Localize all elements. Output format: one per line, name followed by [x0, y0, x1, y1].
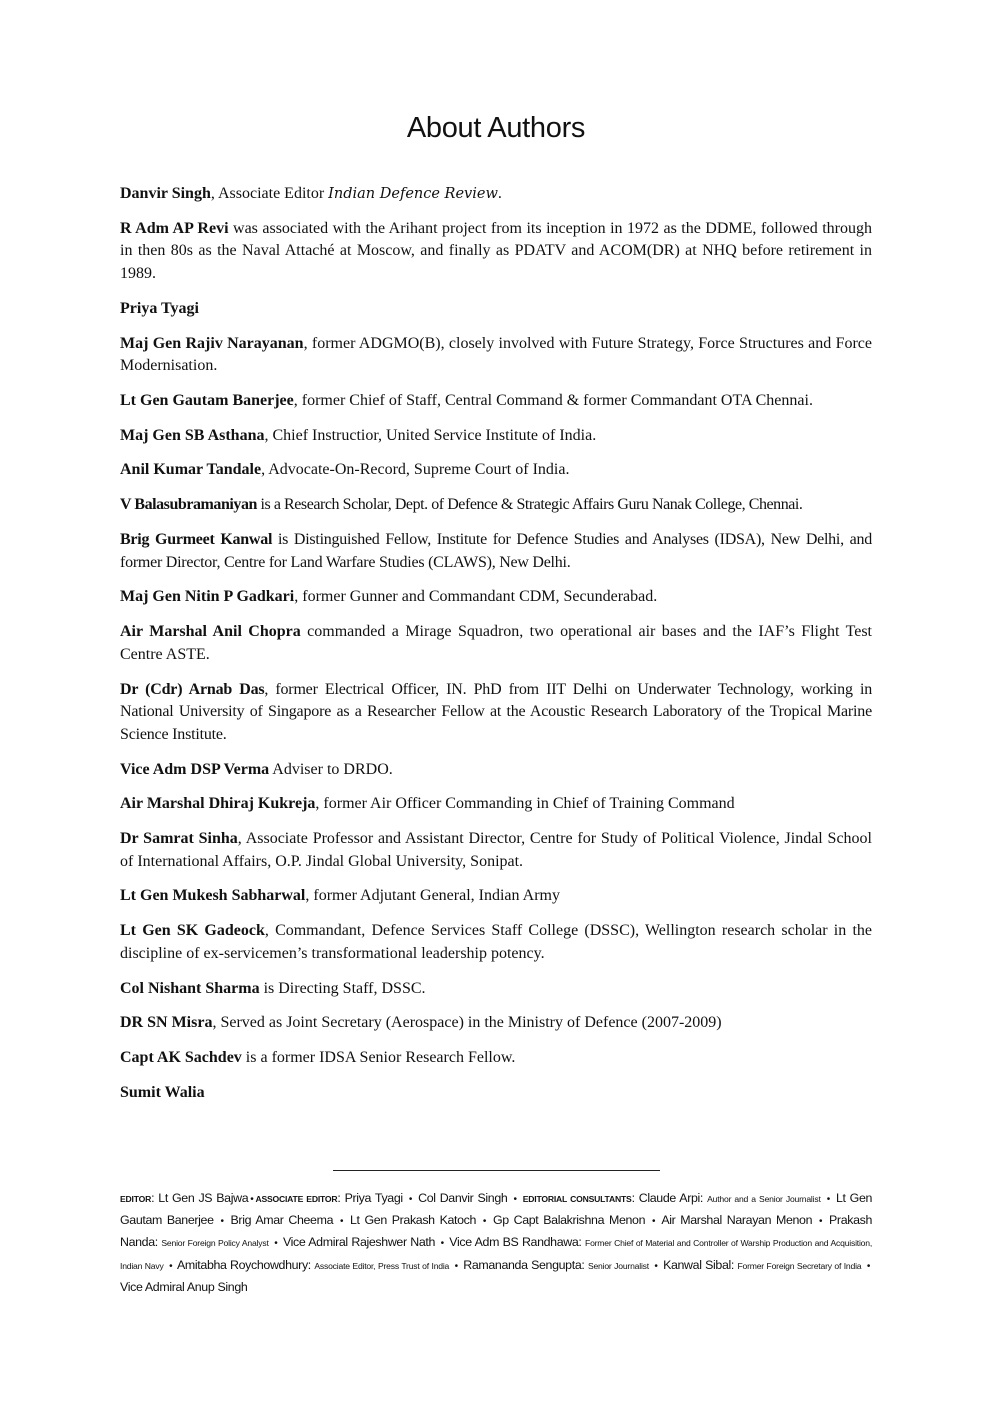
consultant-role: Associate Editor, Press Trust of India	[314, 1260, 450, 1271]
author-description: , former ADGMO(B), closely involved with Future Strategy, Force Structures and Force Modernisation.	[120, 334, 872, 375]
author-entry	[120, 333, 872, 378]
footer-divider	[333, 1170, 660, 1171]
consultant-name: Lt Gen Prakash Katoch	[350, 1213, 477, 1228]
consultant-name: Brig Amar Cheema	[230, 1213, 334, 1228]
author-name: Capt AK Sachdev	[120, 1049, 242, 1067]
author-name: Danvir Singh	[120, 185, 211, 202]
author-description: , former Electrical Officer, IN. PhD from IIT Delhi on Underwater Technology, working in National University of Singapore as a Researcher Fellow at the Acoustic Research Laboratory of the Tropical Marine Science Institute.	[120, 680, 872, 743]
author-entry	[120, 885, 872, 908]
page-title: About Authors	[406, 112, 586, 144]
bullet-separator: •	[513, 1194, 517, 1205]
author-entry	[120, 586, 872, 609]
consultant-name: Vice Admiral Anup Singh	[120, 1279, 248, 1294]
author-entry	[120, 494, 872, 517]
author-entry	[120, 793, 872, 816]
author-entry	[120, 621, 872, 666]
author-name: Vice Adm DSP Verma	[120, 760, 270, 778]
consultant-role: Author and a Senior Journalist	[707, 1194, 821, 1204]
consultant-name: Ramananda Sengupta:	[463, 1257, 588, 1272]
bullet-separator: •	[826, 1194, 830, 1205]
consultant-name: Amitabha Roychowdhury:	[177, 1257, 315, 1272]
consultant-name: Vice Adm BS Randhawa:	[449, 1235, 586, 1250]
author-description: is Directing Staff, DSSC.	[259, 979, 426, 997]
author-name: Brig Gurmeet Kanwal	[120, 531, 273, 549]
author-description: , Associate Editor	[210, 185, 329, 202]
bullet-separator: •	[274, 1238, 278, 1250]
consultant-name: Air Marshal Narayan Menon	[661, 1213, 813, 1228]
author-name: Col Nishant Sharma	[120, 979, 260, 997]
author-description: , Served as Joint Secretary (Aerospace) in the Ministry of Defence (2007-2009)	[212, 1014, 722, 1032]
author-description: , Commandant, Defence Services Staff College (DSSC), Wellington research scholar in the discipline of ex-servicemen’s transformational leadership potency.	[120, 922, 873, 962]
editorial-credits	[120, 1188, 872, 1297]
consultant-name: Lt Gen Gautam Banerjee	[120, 1191, 873, 1228]
author-entry	[120, 459, 872, 482]
author-description: commanded a Mirage Squadron, two operational air bases and the IAF’s Flight Test Centre ASTE.	[120, 623, 873, 663]
editor-label: EDITOR	[120, 1194, 152, 1204]
editor-name: : Lt Gen JS Bajwa	[151, 1191, 249, 1205]
author-name: Lt Gen Mukesh Sabharwal	[120, 887, 306, 905]
bullet-separator: •	[482, 1216, 487, 1228]
author-name: R Adm AP Revi	[120, 219, 229, 237]
bullet-separator: •	[819, 1216, 823, 1228]
consultant-name: Vice Admiral Rajeshwer Nath	[282, 1235, 436, 1250]
author-description: , Advocate-On-Record, Supreme Court of India.	[261, 461, 570, 479]
author-description: , former Gunner and Commandant CDM, Secunderabad.	[294, 588, 658, 606]
bullet-separator: •	[440, 1238, 444, 1250]
author-name: DR SN Misra	[120, 1014, 213, 1032]
consultant-role: Senior Journalist	[587, 1260, 649, 1271]
author-name: Dr Samrat Sinha	[120, 830, 238, 848]
bullet-separator: •	[866, 1260, 871, 1272]
author-description: Adviser to DRDO.	[269, 760, 393, 778]
author-name: Maj Gen Rajiv Narayanan	[120, 334, 304, 352]
bullet-separator: •	[250, 1194, 254, 1205]
consultant-name: Gp Capt Balakrishna Menon	[492, 1213, 646, 1228]
author-entry	[120, 529, 872, 574]
author-entry	[120, 390, 872, 413]
editorial-consultants-label: EDITORIAL CONSULTANTS	[522, 1194, 632, 1204]
author-name: Anil Kumar Tandale	[120, 461, 262, 479]
author-description: is a former IDSA Senior Research Fellow.	[241, 1049, 516, 1067]
author-name: Lt Gen SK Gadeock	[120, 922, 265, 940]
author-description-tail: .	[497, 185, 502, 202]
associate-editor-name: Col Danvir Singh	[418, 1191, 508, 1205]
author-entry	[120, 759, 872, 782]
author-entry	[120, 920, 872, 965]
author-description: , Chief Instructior, United Service Institute of India.	[264, 426, 597, 444]
author-name: Lt Gen Gautam Banerjee	[120, 391, 294, 409]
author-description: is a Research Scholar, Dept. of Defence & Strategic Affairs Guru Nanak College, Chennai.	[256, 496, 803, 514]
author-name: Priya Tyagi	[120, 299, 199, 317]
consultant-role: Former Chief of Material and Controller of Warship Production and Acquisition, Indian Navy	[120, 1238, 873, 1271]
consultant-name: : Claude Arpi:	[631, 1191, 708, 1205]
author-description: , Associate Professor and Assistant Director, Centre for Study of Political Violence, Jindal School of International Affairs, O.P. Jindal Global University, Sonipat.	[120, 830, 873, 870]
author-entry	[120, 183, 872, 206]
author-entry	[120, 298, 872, 321]
associate-editor-label: ASSOCIATE EDITOR	[255, 1194, 338, 1204]
consultant-name: Prakash Nanda:	[120, 1213, 873, 1250]
bullet-separator: •	[454, 1260, 458, 1272]
author-entry	[120, 828, 872, 873]
author-name: Air Marshal Dhiraj Kukreja	[120, 795, 316, 813]
author-description: is Distinguished Fellow, Institute for Defence Studies and Analyses (IDSA), New Delhi, and former Director, Centre for Land Warfare Studies (CLAWS), New Delhi.	[120, 531, 872, 571]
bullet-separator: •	[169, 1260, 173, 1272]
bullet-separator: •	[654, 1260, 658, 1272]
publication-title: Indian Defence Review	[328, 186, 498, 202]
author-description: , former Chief of Staff, Central Command & former Commandant OTA Chennai.	[293, 391, 813, 409]
consultant-role: Senior Foreign Policy Analyst	[161, 1238, 269, 1249]
author-name: Maj Gen Nitin P Gadkari	[120, 588, 295, 606]
author-description: was associated with the Arihant project from its inception in 1972 as the DDME, followed through in then 80s as the Naval Attaché at Moscow, and finally as PDATV and ACOM(DR) at NHQ before retirement in 1989.	[120, 219, 873, 282]
author-entry	[120, 1012, 872, 1035]
author-name: V Balasubramaniyan	[120, 496, 257, 514]
author-name: Air Marshal Anil Chopra	[120, 623, 301, 641]
consultant-name: Kanwal Sibal:	[663, 1257, 738, 1272]
bullet-separator: •	[652, 1216, 656, 1228]
bullet-separator: •	[408, 1194, 413, 1205]
associate-editor-name: : Priya Tyagi	[337, 1191, 403, 1205]
author-entry	[120, 978, 872, 1001]
author-entry	[120, 1047, 872, 1070]
author-name: Maj Gen SB Asthana	[120, 426, 265, 444]
author-entry	[120, 1082, 872, 1105]
author-description: , former Adjutant General, Indian Army	[305, 887, 560, 905]
bullet-separator: •	[220, 1216, 224, 1228]
author-entry	[120, 425, 872, 448]
author-description: , former Air Officer Commanding in Chief of Training Command	[315, 795, 735, 813]
author-list	[120, 183, 872, 1117]
bullet-separator: •	[339, 1216, 344, 1228]
author-entry	[120, 679, 872, 747]
author-name: Dr (Cdr) Arnab Das	[120, 680, 265, 698]
author-name: Sumit Walia	[120, 1083, 205, 1101]
author-entry	[120, 218, 872, 286]
consultant-role: Former Foreign Secretary of India	[737, 1260, 862, 1271]
